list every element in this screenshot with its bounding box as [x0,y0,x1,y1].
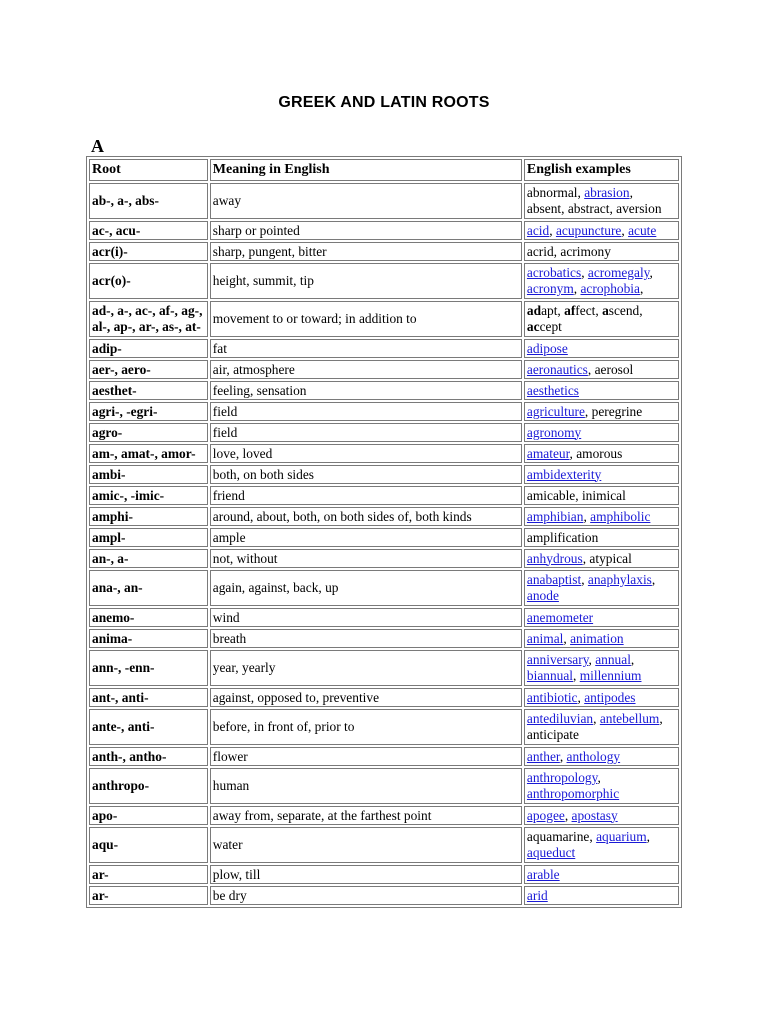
meaning-cell: year, yearly [210,650,522,686]
root-cell [89,806,208,825]
example-text: , [563,630,571,646]
root-cell [89,688,208,707]
root-cell [89,608,208,627]
table-row [89,709,679,745]
root-cell [89,865,208,884]
examples-line [527,404,676,420]
example-bold-text: ac [526,319,540,334]
meaning-cell: wind [210,608,522,627]
table-row [89,221,679,240]
table-row [89,360,679,379]
examples-cell [524,570,679,606]
example-text: , [573,668,580,683]
example-text: fect, [575,303,603,318]
example-link[interactable]: acromegaly [587,265,650,280]
example-text: , [588,652,596,667]
examples-line [527,711,676,727]
examples-line [527,829,676,845]
example-link[interactable]: antipodes [584,689,636,705]
meaning-cell: sharp or pointed [210,221,522,240]
root-text: ant-, anti- [92,689,149,705]
example-link[interactable]: millennium [579,668,642,683]
example-text: , [559,748,567,764]
example-link[interactable]: antediluvian [526,711,594,726]
example-link[interactable]: acid [526,222,550,238]
meaning-cell: be dry [210,886,522,905]
example-text: , amorous [569,445,623,461]
root-cell [89,444,208,463]
meaning-cell: movement to or toward; in addition to [210,301,522,337]
root-text: anima- [92,630,133,646]
meaning-cell: not, without [210,549,522,568]
root-text: aesthet- [92,382,137,398]
example-text: , atypical [582,550,632,566]
example-link[interactable]: animal [526,630,564,646]
example-text: absent, abstract, aversion [526,201,662,216]
table-row [89,827,679,863]
root-text: amphi- [92,508,133,524]
example-link[interactable]: anode [526,588,559,603]
example-link[interactable]: antebellum [599,711,660,726]
example-link[interactable]: antibiotic [526,689,578,705]
examples-cell [524,827,679,863]
root-text: anthropo- [92,778,150,793]
example-text: , [583,508,591,524]
example-link[interactable]: acupuncture [555,222,622,238]
meaning-cell: breath [210,629,522,648]
root-text: adip- [92,340,122,356]
table-body [89,183,679,905]
table-row [89,650,679,686]
example-link[interactable]: aqueduct [526,845,576,860]
meaning-cell: field [210,402,522,421]
roots-table [86,156,682,908]
meaning-cell: love, loved [210,444,522,463]
meaning-cell: away [210,183,522,219]
meaning-cell: height, summit, tip [210,263,522,299]
table-row [89,242,679,261]
table-row [89,402,679,421]
example-text: , [597,770,601,785]
root-cell [89,507,208,526]
table-row [89,629,679,648]
meaning-cell: ample [210,528,522,547]
examples-line [527,808,676,824]
example-link[interactable]: acute [628,222,657,238]
example-text: , [581,572,588,587]
example-link[interactable]: acrophobia [580,281,640,296]
root-cell [89,402,208,421]
examples-line [527,610,676,626]
examples-line [527,690,676,706]
table-row [89,608,679,627]
example-text: , [630,652,635,667]
root-cell [89,465,208,484]
table-row [89,301,679,337]
examples-cell [524,528,679,547]
example-link[interactable]: arid [526,887,548,903]
root-text: an-, a- [92,550,129,566]
examples-cell [524,402,679,421]
examples-line [527,341,676,357]
root-text: apo- [92,807,118,823]
root-text: ab-, a-, abs- [92,193,159,208]
meaning-cell: again, against, back, up [210,570,522,606]
example-link[interactable]: acrobatics [526,265,582,280]
example-text: , [577,689,585,705]
examples-line [527,383,676,399]
examples-line [527,509,676,525]
examples-line [527,845,676,861]
table-row [89,444,679,463]
examples-line [527,446,676,462]
examples-cell [524,806,679,825]
examples-cell [524,629,679,648]
meaning-cell: feeling, sensation [210,381,522,400]
examples-line [527,185,676,201]
meaning-cell: against, opposed to, preventive [210,688,522,707]
examples-cell [524,465,679,484]
example-link[interactable]: anniversary [526,652,589,667]
table-row [89,747,679,766]
example-link[interactable]: amateur [526,445,570,461]
example-link[interactable]: anthology [566,748,621,764]
examples-cell [524,301,679,337]
examples-line [527,244,676,260]
examples-line [527,488,676,504]
example-link[interactable]: anthropomorphic [526,786,620,801]
examples-cell [524,263,679,299]
examples-cell [524,381,679,400]
example-link[interactable]: anthropology [526,770,598,785]
meaning-cell: flower [210,747,522,766]
table-row [89,465,679,484]
page-title: GREEK AND LATIN ROOTS [278,94,490,111]
meaning-cell: plow, till [210,865,522,884]
example-text: anticipate [526,727,579,742]
examples-cell [524,549,679,568]
example-text: , [646,829,651,844]
example-link[interactable]: anabaptist [526,572,582,587]
examples-line [527,201,676,217]
root-text: amic-, -imic- [92,487,165,503]
examples-line [527,572,676,588]
root-text: agri-, -egri- [92,403,158,419]
example-link[interactable]: apogee [526,807,565,823]
example-link[interactable]: aquarium [596,829,647,844]
example-link[interactable]: anhydrous [526,550,583,566]
examples-line [527,265,676,281]
examples-line [527,281,676,297]
meaning-cell: both, on both sides [210,465,522,484]
examples-cell [524,747,679,766]
example-text: , [629,185,633,200]
root-text: ac-, acu- [92,222,141,238]
meaning-cell: water [210,827,522,863]
example-link[interactable]: aesthetics [526,382,579,398]
root-cell [89,360,208,379]
example-text: apt, [541,303,565,318]
examples-cell [524,688,679,707]
example-link[interactable]: aeronautics [526,361,588,377]
examples-cell [524,360,679,379]
root-text: aqu- [92,837,119,852]
meaning-cell: sharp, pungent, bitter [210,242,522,261]
table-row [89,528,679,547]
example-link[interactable]: anaphylaxis [587,572,652,587]
example-link[interactable]: anemometer [526,609,594,625]
example-link[interactable]: amphibolic [590,508,651,524]
root-text: agro- [92,424,123,440]
root-text: anemo- [92,609,135,625]
root-cell [89,747,208,766]
meaning-cell: friend [210,486,522,505]
example-text: cept [539,319,562,334]
root-cell [89,263,208,299]
root-text: acr(i)- [92,243,128,259]
meaning-cell: field [210,423,522,442]
examples-line [527,888,676,904]
examples-cell [524,444,679,463]
table-row [89,486,679,505]
examples-line [527,319,676,335]
examples-line [527,223,676,239]
root-cell [89,242,208,261]
table-row [89,507,679,526]
examples-line [527,749,676,765]
examples-cell [524,608,679,627]
example-text: , [651,572,656,587]
examples-cell [524,865,679,884]
examples-line [527,770,676,786]
root-text: ana-, an- [92,580,143,595]
example-link[interactable]: amphibian [526,508,584,524]
example-link[interactable]: apostasy [571,807,618,823]
column-header-root: Root [89,159,208,181]
root-cell [89,183,208,219]
examples-line [527,551,676,567]
example-bold-text: a [602,303,609,318]
root-cell [89,301,208,337]
example-text: , [573,281,581,296]
example-text: abnormal, [526,185,585,200]
example-link[interactable]: agronomy [526,424,582,440]
table-row [89,806,679,825]
example-text: amplification [526,529,599,545]
example-link[interactable]: abrasion [584,185,630,200]
root-text: anth-, antho- [92,748,167,764]
table-row [89,381,679,400]
examples-cell [524,650,679,686]
example-text: , aerosol [587,361,634,377]
root-cell [89,570,208,606]
table-row [89,549,679,568]
examples-line [527,425,676,441]
root-cell [89,486,208,505]
root-cell [89,549,208,568]
examples-cell [524,423,679,442]
example-text: , [581,265,588,280]
examples-cell [524,183,679,219]
root-cell [89,827,208,863]
root-cell [89,221,208,240]
table-row [89,688,679,707]
examples-line [527,867,676,883]
root-text: aer-, aero- [92,361,151,377]
example-bold-text: af [564,303,576,318]
example-text: acrid, acrimony [526,243,611,259]
root-text: ambi- [92,466,126,482]
column-header-examples: English examples [524,159,679,181]
meaning-cell: air, atmosphere [210,360,522,379]
section-letter: A [91,136,104,156]
root-cell [89,528,208,547]
example-text: amicable, inimical [526,487,626,503]
examples-cell [524,768,679,804]
example-text: scend, [608,303,643,318]
table-row [89,339,679,358]
examples-cell [524,709,679,745]
example-bold-text: ad [526,303,542,318]
examples-cell [524,507,679,526]
example-link[interactable]: agriculture [526,403,585,419]
column-header-meaning: Meaning in English [210,159,522,181]
example-text: , [649,265,653,280]
root-text: acr(o)- [92,273,131,288]
root-cell [89,650,208,686]
example-text: , peregrine [584,403,643,419]
example-link[interactable]: acronym [526,281,574,296]
example-text: , [593,711,600,726]
root-text: ar- [92,866,109,882]
root-text: al-, ap-, ar-, as-, at- [92,319,201,334]
example-text: , [549,222,556,238]
root-text: ad-, a-, ac-, af-, ag-, [92,303,203,318]
examples-line [527,362,676,378]
root-cell [89,381,208,400]
table-row [89,263,679,299]
meaning-cell: around, about, both, on both sides of, both kinds [210,507,522,526]
examples-line [527,652,676,668]
examples-line [527,530,676,546]
root-text: ar- [92,887,109,903]
table-row [89,886,679,905]
example-link[interactable]: anther [526,748,560,764]
examples-line [527,467,676,483]
root-cell [89,709,208,745]
root-cell [89,629,208,648]
example-link[interactable]: annual [595,652,631,667]
meaning-cell: fat [210,339,522,358]
example-link[interactable]: adipose [526,340,568,356]
examples-cell [524,886,679,905]
meaning-cell: away from, separate, at the farthest point [210,806,522,825]
table-row [89,768,679,804]
examples-cell [524,242,679,261]
example-text: , [639,281,644,296]
table-row [89,865,679,884]
examples-cell [524,221,679,240]
example-link[interactable]: animation [570,630,624,646]
example-link[interactable]: ambidexterity [526,466,602,482]
examples-line [527,727,676,743]
examples-line [527,786,676,802]
example-text: , [621,222,629,238]
examples-line [527,631,676,647]
root-cell [89,886,208,905]
table-header-row [89,159,679,181]
root-cell [89,339,208,358]
meaning-cell: human [210,768,522,804]
root-text: ante-, anti- [92,719,155,734]
examples-line [527,668,676,684]
example-link[interactable]: biannual [526,668,574,683]
root-text: am-, amat-, amor- [92,445,196,461]
root-cell [89,768,208,804]
examples-line [527,588,676,604]
example-text: , [659,711,663,726]
table-row [89,183,679,219]
examples-cell [524,339,679,358]
root-text: ann-, -enn- [92,660,155,675]
examples-line [527,303,676,319]
table-row [89,423,679,442]
meaning-cell: before, in front of, prior to [210,709,522,745]
table-row [89,570,679,606]
example-link[interactable]: arable [526,866,560,882]
root-cell [89,423,208,442]
root-text: ampl- [92,529,126,545]
example-text: , [564,807,572,823]
example-text: aquamarine, [526,829,597,844]
examples-cell [524,486,679,505]
